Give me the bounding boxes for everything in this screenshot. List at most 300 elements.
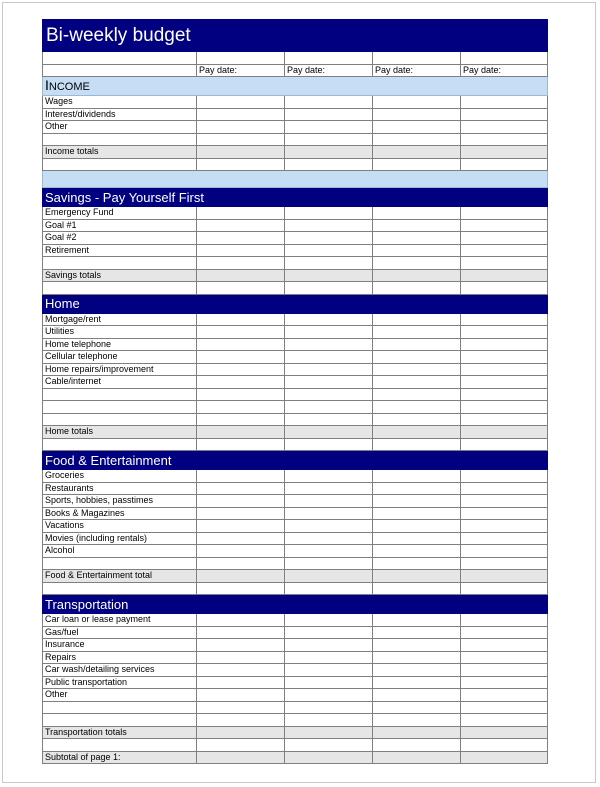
amount-cell-3[interactable]: [373, 232, 461, 245]
amount-cell-3[interactable]: [373, 470, 461, 483]
home-row-label: Mortgage/rent: [43, 313, 197, 326]
amount-cell-2[interactable]: [285, 338, 373, 351]
amount-cell-1[interactable]: [197, 570, 285, 583]
amount-cell-3[interactable]: [373, 582, 461, 595]
transportation-row-label: Car loan or lease payment: [43, 614, 197, 627]
amount-cell-2[interactable]: [285, 639, 373, 652]
blank-row: [43, 739, 548, 752]
amount-cell-2[interactable]: [285, 244, 373, 257]
amount-cell-4[interactable]: [461, 219, 548, 232]
amount-cell-3[interactable]: [373, 726, 461, 739]
income-heading-rest: NCOME: [48, 80, 90, 93]
transportation-row-label: Gas/fuel: [43, 626, 197, 639]
amount-cell-3[interactable]: [373, 426, 461, 439]
food-row: [43, 495, 548, 508]
savings-row: [43, 232, 548, 245]
home-heading: [43, 294, 548, 313]
home-row: [43, 326, 548, 339]
amount-cell-3[interactable]: [373, 269, 461, 282]
amount-cell-1[interactable]: [197, 532, 285, 545]
amount-cell-2[interactable]: [285, 351, 373, 364]
amount-cell-1[interactable]: [197, 133, 285, 146]
amount-cell-1[interactable]: [197, 482, 285, 495]
amount-cell-4[interactable]: [461, 495, 548, 508]
income-row: [43, 108, 548, 121]
transportation-row-label: Car wash/detailing services: [43, 664, 197, 677]
amount-cell-4[interactable]: [461, 470, 548, 483]
amount-cell-4[interactable]: [461, 726, 548, 739]
amount-cell-4[interactable]: [461, 133, 548, 146]
amount-cell-2[interactable]: [285, 401, 373, 414]
amount-cell-2[interactable]: [285, 438, 373, 451]
amount-cell-3[interactable]: [373, 714, 461, 727]
amount-cell-3[interactable]: [373, 689, 461, 702]
transportation-total-row: [43, 726, 548, 739]
amount-cell-4[interactable]: [461, 257, 548, 270]
amount-cell-2[interactable]: [285, 701, 373, 714]
savings-row: [43, 244, 548, 257]
amount-cell-4[interactable]: [461, 269, 548, 282]
amount-cell-1[interactable]: [197, 438, 285, 451]
home-row-label: Home repairs/improvement: [43, 363, 197, 376]
amount-cell-1[interactable]: [197, 351, 285, 364]
income-row-label: Other: [43, 121, 197, 134]
amount-cell-1[interactable]: [197, 363, 285, 376]
food-row: [43, 470, 548, 483]
amount-cell-4[interactable]: [461, 146, 548, 159]
transportation-row-label: Insurance: [43, 639, 197, 652]
savings-total-row: [43, 269, 548, 282]
amount-cell-3[interactable]: [373, 413, 461, 426]
amount-cell-1[interactable]: [197, 158, 285, 171]
home-row-label: Cable/internet: [43, 376, 197, 389]
amount-cell-2[interactable]: [285, 507, 373, 520]
amount-cell-2[interactable]: [285, 557, 373, 570]
amount-cell-2[interactable]: [285, 388, 373, 401]
amount-cell-4[interactable]: [461, 751, 548, 764]
transportation-row-label: Repairs: [43, 651, 197, 664]
pay-date-label-3: Pay date:: [373, 64, 461, 77]
blank-row: [43, 52, 548, 65]
amount-cell-3[interactable]: [373, 570, 461, 583]
amount-cell-4[interactable]: [461, 739, 548, 752]
food-row-label: Groceries: [43, 470, 197, 483]
amount-cell-4[interactable]: [461, 52, 548, 65]
amount-cell-3[interactable]: [373, 495, 461, 508]
amount-cell-2[interactable]: [285, 96, 373, 109]
home-row: [43, 351, 548, 364]
amount-cell-4[interactable]: [461, 338, 548, 351]
label-cell[interactable]: [43, 282, 197, 295]
amount-cell-3[interactable]: [373, 282, 461, 295]
amount-cell-3[interactable]: [373, 96, 461, 109]
amount-cell-2[interactable]: [285, 739, 373, 752]
amount-cell-4[interactable]: [461, 438, 548, 451]
savings-heading-label: Savings - Pay Yourself First: [43, 188, 548, 207]
amount-cell-1[interactable]: [197, 639, 285, 652]
amount-cell-1[interactable]: [197, 495, 285, 508]
income-heading-row: [43, 77, 548, 96]
amount-cell-1[interactable]: [197, 739, 285, 752]
amount-cell-3[interactable]: [373, 614, 461, 627]
amount-cell-4[interactable]: [461, 376, 548, 389]
home-row: [43, 363, 548, 376]
transportation-row: [43, 701, 548, 714]
amount-cell-1[interactable]: [197, 338, 285, 351]
amount-cell-1[interactable]: [197, 388, 285, 401]
title-row: [43, 20, 548, 52]
home-total-row-label: Home totals: [43, 426, 197, 439]
label-cell[interactable]: [43, 52, 197, 65]
amount-cell-1[interactable]: [197, 413, 285, 426]
amount-cell-3[interactable]: [373, 146, 461, 159]
transportation-row: [43, 676, 548, 689]
amount-cell-1[interactable]: [197, 313, 285, 326]
amount-cell-3[interactable]: [373, 557, 461, 570]
amount-cell-3[interactable]: [373, 121, 461, 134]
amount-cell-1[interactable]: [197, 626, 285, 639]
amount-cell-2[interactable]: [285, 146, 373, 159]
amount-cell-1[interactable]: [197, 751, 285, 764]
food-row-label: Sports, hobbies, passtimes: [43, 495, 197, 508]
transportation-row: [43, 689, 548, 702]
amount-cell-4[interactable]: [461, 158, 548, 171]
amount-cell-4[interactable]: [461, 639, 548, 652]
income-row: [43, 121, 548, 134]
pay-date-label-4: Pay date:: [461, 64, 548, 77]
page-title: Bi-weekly budget: [43, 20, 548, 52]
amount-cell-1[interactable]: [197, 520, 285, 533]
amount-cell-4[interactable]: [461, 664, 548, 677]
amount-cell-4[interactable]: [461, 401, 548, 414]
amount-cell-4[interactable]: [461, 96, 548, 109]
home-total-row: [43, 426, 548, 439]
amount-cell-2[interactable]: [285, 282, 373, 295]
amount-cell-4[interactable]: [461, 614, 548, 627]
amount-cell-3[interactable]: [373, 313, 461, 326]
amount-cell-4[interactable]: [461, 651, 548, 664]
income-heading-initial: I: [45, 76, 49, 93]
amount-cell-3[interactable]: [373, 639, 461, 652]
amount-cell-4[interactable]: [461, 426, 548, 439]
pay-date-label-2: Pay date:: [285, 64, 373, 77]
amount-cell-1[interactable]: [197, 507, 285, 520]
label-cell[interactable]: [43, 158, 197, 171]
amount-cell-1[interactable]: [197, 96, 285, 109]
amount-cell-2[interactable]: [285, 413, 373, 426]
amount-cell-4[interactable]: [461, 626, 548, 639]
label-cell[interactable]: [43, 582, 197, 595]
amount-cell-3[interactable]: [373, 257, 461, 270]
amount-cell-1[interactable]: [197, 664, 285, 677]
transportation-heading: [43, 595, 548, 614]
amount-cell-2[interactable]: [285, 582, 373, 595]
amount-cell-3[interactable]: [373, 52, 461, 65]
amount-cell-1[interactable]: [197, 714, 285, 727]
amount-cell-4[interactable]: [461, 232, 548, 245]
amount-cell-3[interactable]: [373, 545, 461, 558]
home-row: [43, 401, 548, 414]
transportation-row-label: Other: [43, 689, 197, 702]
amount-cell-2[interactable]: [285, 326, 373, 339]
amount-cell-4[interactable]: [461, 582, 548, 595]
home-row: [43, 388, 548, 401]
amount-cell-2[interactable]: [285, 376, 373, 389]
amount-cell-3[interactable]: [373, 108, 461, 121]
amount-cell-4[interactable]: [461, 108, 548, 121]
amount-cell-4[interactable]: [461, 570, 548, 583]
income-row-label: [43, 133, 197, 146]
blank-row: [43, 282, 548, 295]
amount-cell-2[interactable]: [285, 751, 373, 764]
amount-cell-2[interactable]: [285, 482, 373, 495]
transportation-row-label: [43, 714, 197, 727]
label-cell[interactable]: [43, 739, 197, 752]
amount-cell-1[interactable]: [197, 701, 285, 714]
amount-cell-3[interactable]: [373, 626, 461, 639]
amount-cell-3[interactable]: [373, 507, 461, 520]
savings-row-label: Goal #2: [43, 232, 197, 245]
amount-cell-2[interactable]: [285, 207, 373, 220]
amount-cell-1[interactable]: [197, 232, 285, 245]
amount-cell-1[interactable]: [197, 376, 285, 389]
amount-cell-1[interactable]: [197, 676, 285, 689]
amount-cell-1[interactable]: [197, 470, 285, 483]
amount-cell-1[interactable]: [197, 108, 285, 121]
amount-cell-3[interactable]: [373, 664, 461, 677]
home-row-label: Cellular telephone: [43, 351, 197, 364]
amount-cell-3[interactable]: [373, 651, 461, 664]
food-total-row: [43, 570, 548, 583]
spacer-cell: [43, 171, 548, 188]
home-row: [43, 313, 548, 326]
amount-cell-4[interactable]: [461, 532, 548, 545]
amount-cell-3[interactable]: [373, 376, 461, 389]
amount-cell-1[interactable]: [197, 651, 285, 664]
food-row-label: Restaurants: [43, 482, 197, 495]
amount-cell-4[interactable]: [461, 413, 548, 426]
pay-date-label-1: Pay date:: [197, 64, 285, 77]
amount-cell-3[interactable]: [373, 326, 461, 339]
amount-cell-2[interactable]: [285, 714, 373, 727]
transportation-heading-label: Transportation: [43, 595, 548, 614]
blank-row: [43, 158, 548, 171]
transportation-row: [43, 714, 548, 727]
income-row: [43, 133, 548, 146]
amount-cell-4[interactable]: [461, 244, 548, 257]
home-row-label: Home telephone: [43, 338, 197, 351]
amount-cell-4[interactable]: [461, 689, 548, 702]
amount-cell-2[interactable]: [285, 363, 373, 376]
amount-cell-4[interactable]: [461, 351, 548, 364]
amount-cell-4[interactable]: [461, 326, 548, 339]
transportation-row: [43, 614, 548, 627]
amount-cell-2[interactable]: [285, 470, 373, 483]
amount-cell-2[interactable]: [285, 689, 373, 702]
amount-cell-2[interactable]: [285, 313, 373, 326]
amount-cell-4[interactable]: [461, 676, 548, 689]
food-heading: [43, 451, 548, 470]
food-total-row-label: Food & Entertainment total: [43, 570, 197, 583]
amount-cell-2[interactable]: [285, 520, 373, 533]
home-row-label: [43, 401, 197, 414]
income-row-label: Wages: [43, 96, 197, 109]
amount-cell-2[interactable]: [285, 426, 373, 439]
amount-cell-2[interactable]: [285, 726, 373, 739]
amount-cell-4[interactable]: [461, 121, 548, 134]
amount-cell-1[interactable]: [197, 426, 285, 439]
amount-cell-2[interactable]: [285, 158, 373, 171]
amount-cell-1[interactable]: [197, 219, 285, 232]
pay-date-row: [43, 64, 548, 77]
amount-cell-1[interactable]: [197, 545, 285, 558]
amount-cell-3[interactable]: [373, 207, 461, 220]
food-row-label: Books & Magazines: [43, 507, 197, 520]
amount-cell-2[interactable]: [285, 232, 373, 245]
amount-cell-1[interactable]: [197, 557, 285, 570]
amount-cell-3[interactable]: [373, 482, 461, 495]
food-heading-label: Food & Entertainment: [43, 451, 548, 470]
amount-cell-2[interactable]: [285, 570, 373, 583]
amount-cell-4[interactable]: [461, 701, 548, 714]
food-row-label: Movies (including rentals): [43, 532, 197, 545]
amount-cell-2[interactable]: [285, 108, 373, 121]
amount-cell-3[interactable]: [373, 438, 461, 451]
transportation-row-label: [43, 701, 197, 714]
transportation-row: [43, 664, 548, 677]
savings-heading: [43, 188, 548, 207]
amount-cell-1[interactable]: [197, 257, 285, 270]
food-row: [43, 482, 548, 495]
amount-cell-2[interactable]: [285, 614, 373, 627]
amount-cell-1[interactable]: [197, 326, 285, 339]
savings-row: [43, 207, 548, 220]
income-total-row-label: Income totals: [43, 146, 197, 159]
amount-cell-2[interactable]: [285, 664, 373, 677]
amount-cell-1[interactable]: [197, 689, 285, 702]
amount-cell-3[interactable]: [373, 244, 461, 257]
home-row-label: Utilities: [43, 326, 197, 339]
amount-cell-3[interactable]: [373, 401, 461, 414]
amount-cell-2[interactable]: [285, 52, 373, 65]
income-spacer-row: [43, 171, 548, 188]
savings-row-label: Retirement: [43, 244, 197, 257]
amount-cell-1[interactable]: [197, 614, 285, 627]
amount-cell-4[interactable]: [461, 520, 548, 533]
blank-row: [43, 438, 548, 451]
amount-cell-2[interactable]: [285, 269, 373, 282]
home-row: [43, 338, 548, 351]
food-row: [43, 532, 548, 545]
savings-row-label: Emergency Fund: [43, 207, 197, 220]
label-cell[interactable]: [43, 438, 197, 451]
amount-cell-3[interactable]: [373, 532, 461, 545]
amount-cell-4[interactable]: [461, 714, 548, 727]
amount-cell-2[interactable]: [285, 651, 373, 664]
home-row-label: [43, 388, 197, 401]
food-row-label: Vacations: [43, 520, 197, 533]
food-row: [43, 557, 548, 570]
food-row: [43, 520, 548, 533]
savings-total-row-label: Savings totals: [43, 269, 197, 282]
amount-cell-4[interactable]: [461, 557, 548, 570]
amount-cell-4[interactable]: [461, 363, 548, 376]
amount-cell-4[interactable]: [461, 207, 548, 220]
amount-cell-1[interactable]: [197, 52, 285, 65]
amount-cell-1[interactable]: [197, 121, 285, 134]
savings-row-label: Goal #1: [43, 219, 197, 232]
amount-cell-2[interactable]: [285, 257, 373, 270]
amount-cell-4[interactable]: [461, 282, 548, 295]
amount-cell-1[interactable]: [197, 401, 285, 414]
amount-cell-1[interactable]: [197, 582, 285, 595]
amount-cell-3[interactable]: [373, 133, 461, 146]
amount-cell-2[interactable]: [285, 133, 373, 146]
transportation-row-label: Public transportation: [43, 676, 197, 689]
amount-cell-4[interactable]: [461, 482, 548, 495]
amount-cell-1[interactable]: [197, 726, 285, 739]
blank-row: [43, 413, 548, 426]
amount-cell-3[interactable]: [373, 676, 461, 689]
income-total-row: [43, 146, 548, 159]
transportation-total-row-label: Transportation totals: [43, 726, 197, 739]
amount-cell-4[interactable]: [461, 507, 548, 520]
amount-cell-2[interactable]: [285, 545, 373, 558]
amount-cell-3[interactable]: [373, 520, 461, 533]
amount-cell-2[interactable]: [285, 626, 373, 639]
amount-cell-1[interactable]: [197, 282, 285, 295]
amount-cell-3[interactable]: [373, 363, 461, 376]
amount-cell-3[interactable]: [373, 739, 461, 752]
amount-cell-2[interactable]: [285, 219, 373, 232]
amount-cell-3[interactable]: [373, 701, 461, 714]
amount-cell-1[interactable]: [197, 207, 285, 220]
amount-cell-3[interactable]: [373, 338, 461, 351]
savings-row: [43, 219, 548, 232]
label-cell[interactable]: [43, 413, 197, 426]
amount-cell-3[interactable]: [373, 219, 461, 232]
amount-cell-1[interactable]: [197, 146, 285, 159]
subtotal-row: [43, 751, 548, 764]
amount-cell-3[interactable]: [373, 388, 461, 401]
amount-cell-3[interactable]: [373, 158, 461, 171]
blank-row: [43, 582, 548, 595]
amount-cell-2[interactable]: [285, 676, 373, 689]
amount-cell-4[interactable]: [461, 313, 548, 326]
amount-cell-1[interactable]: [197, 269, 285, 282]
header-blank: [43, 64, 197, 77]
savings-row-label: [43, 257, 197, 270]
subtotal-row-label: Subtotal of page 1:: [43, 751, 197, 764]
savings-row: [43, 257, 548, 270]
amount-cell-2[interactable]: [285, 532, 373, 545]
amount-cell-2[interactable]: [285, 121, 373, 134]
amount-cell-4[interactable]: [461, 545, 548, 558]
amount-cell-3[interactable]: [373, 351, 461, 364]
amount-cell-2[interactable]: [285, 495, 373, 508]
food-row: [43, 545, 548, 558]
food-row-label: Alcohol: [43, 545, 197, 558]
amount-cell-1[interactable]: [197, 244, 285, 257]
transportation-row: [43, 626, 548, 639]
income-row-label: Interest/dividends: [43, 108, 197, 121]
budget-sheet: [42, 19, 548, 764]
amount-cell-3[interactable]: [373, 751, 461, 764]
home-heading-label: Home: [43, 294, 548, 313]
amount-cell-4[interactable]: [461, 388, 548, 401]
home-row: [43, 376, 548, 389]
transportation-row: [43, 651, 548, 664]
